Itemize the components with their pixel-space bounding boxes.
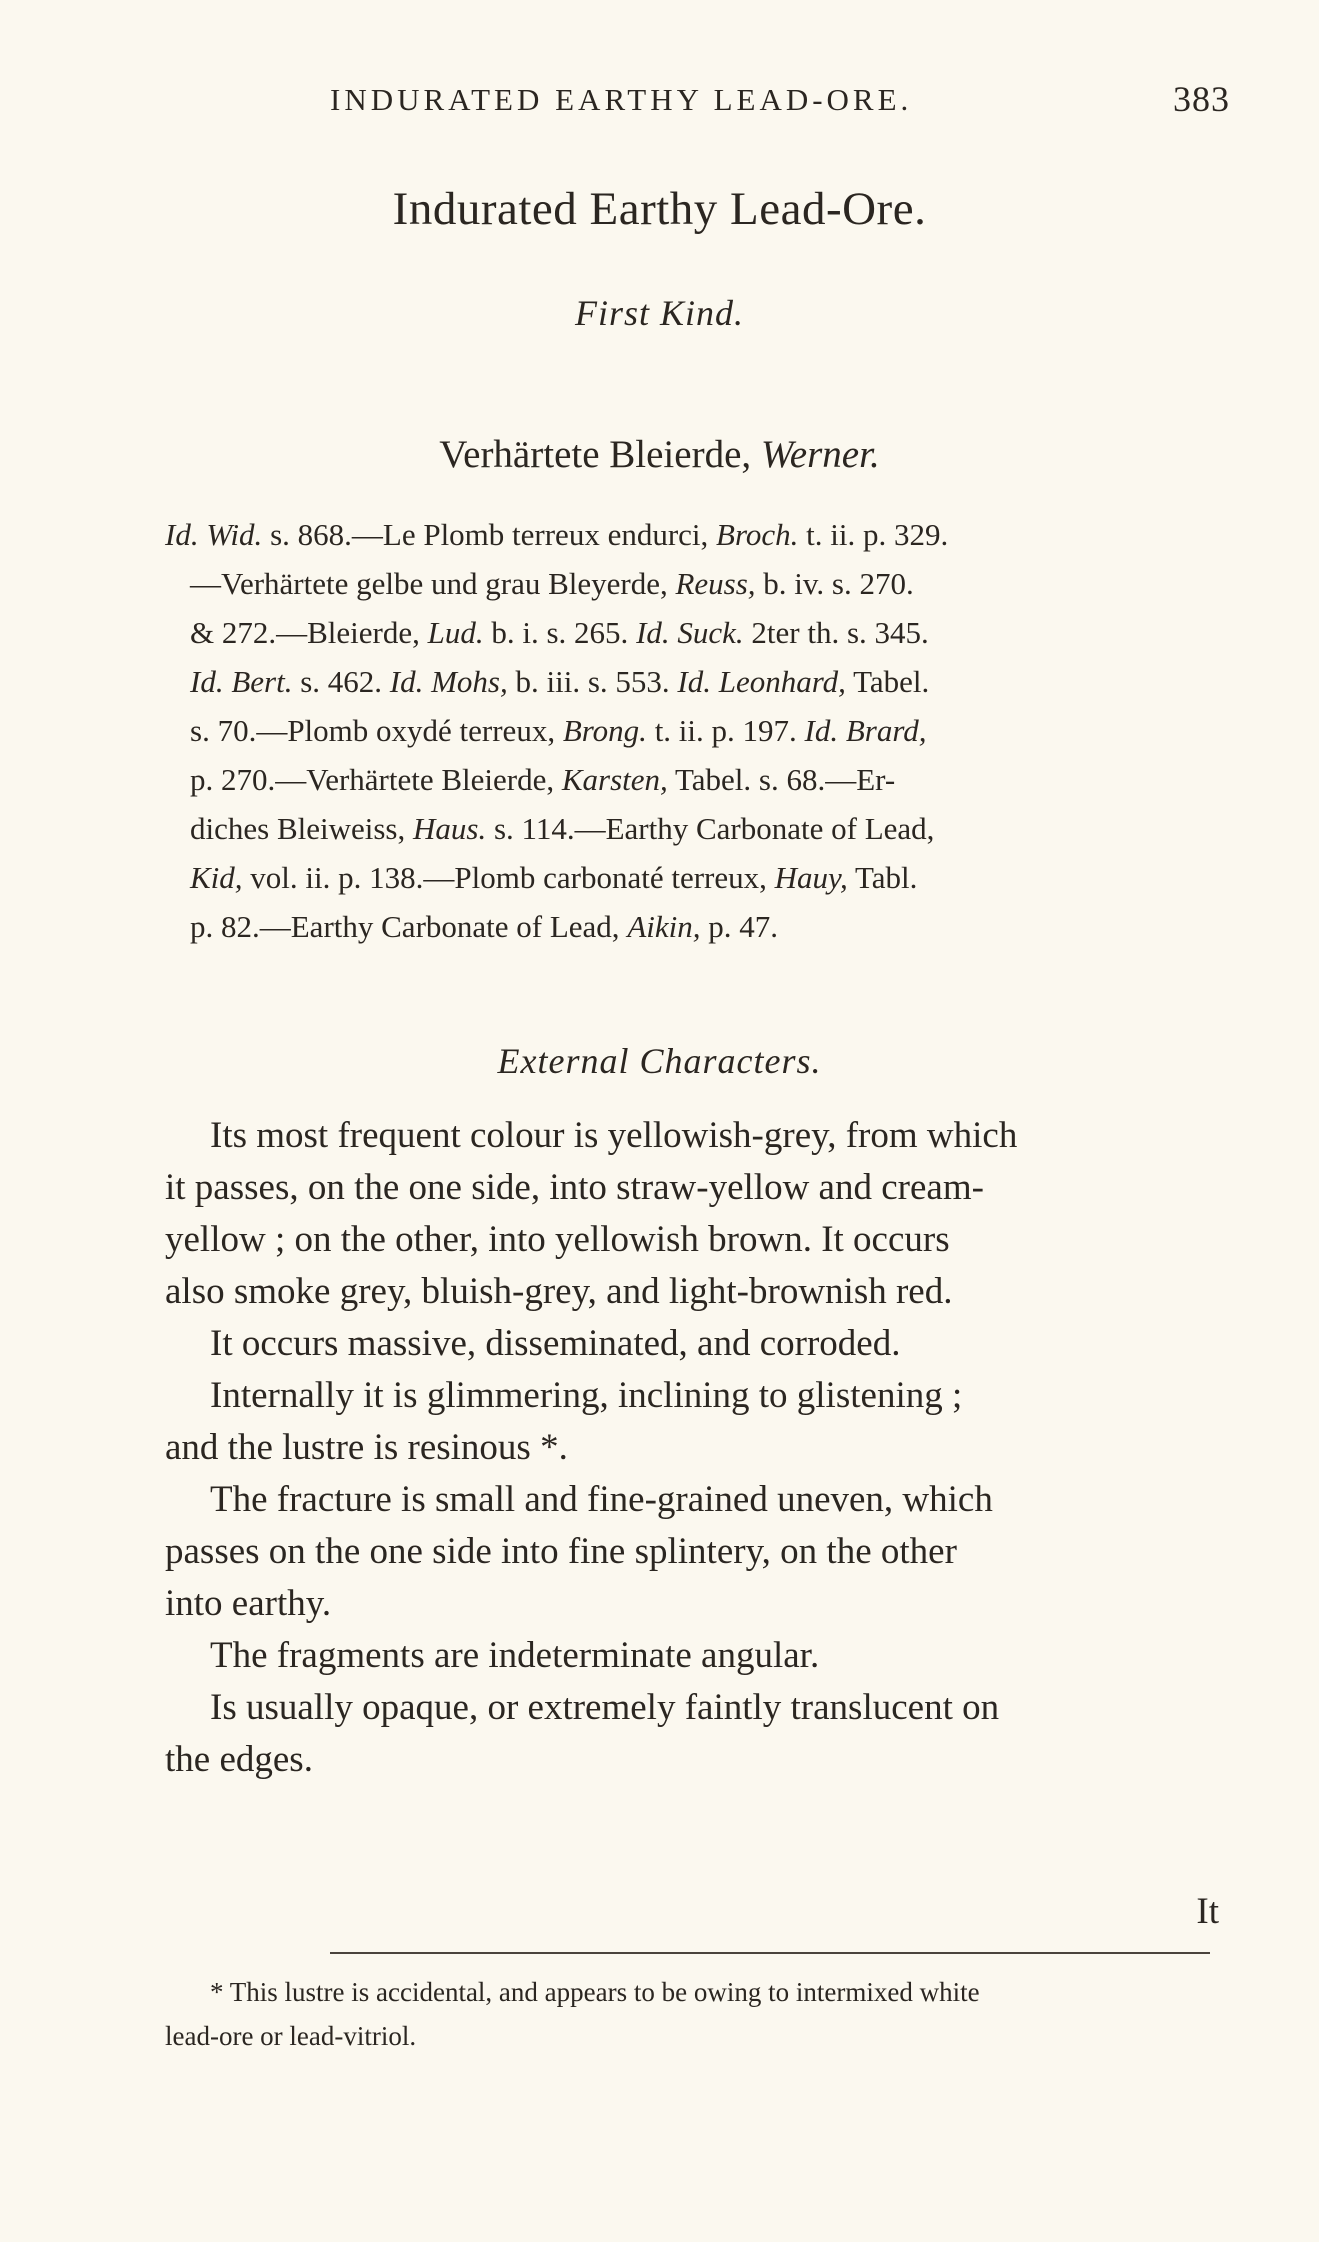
body-line: also smoke grey, bluish-grey, and light-brownish red. <box>165 1271 953 1312</box>
catchword: It <box>1196 1891 1219 1932</box>
synonymy-line: p. 270.—Verhärtete Bleierde, Karsten, Tabel. s. 68.—Er- <box>190 762 896 797</box>
synonymy-line: & 272.—Bleierde, Lud. b. i. s. 265. Id. Suck. 2ter th. s. 345. <box>190 615 929 650</box>
page-number: 383 <box>1173 79 1230 119</box>
body-line: Internally it is glimmering, inclining to glistening ; <box>210 1375 963 1416</box>
body-line: The fracture is small and fine-grained uneven, which <box>210 1479 993 1520</box>
synonymy-line: s. 70.—Plomb oxydé terreux, Brong. t. ii. p. 197. Id. Brard, <box>190 713 927 748</box>
body-line: It occurs massive, disseminated, and corroded. <box>210 1323 901 1364</box>
page-title: Indurated Earthy Lead-Ore. <box>392 183 927 235</box>
body-line: yellow ; on the other, into yellowish brown. It occurs <box>165 1219 950 1260</box>
body-line: The fragments are indeterminate angular. <box>210 1635 820 1676</box>
mineral-name <box>0 432 1319 477</box>
author-name: Werner. <box>760 433 880 476</box>
body-line: Its most frequent colour is yellowish-grey, from which <box>210 1115 1018 1156</box>
body-line: and the lustre is resinous *. <box>165 1427 568 1468</box>
synonymy-line: —Verhärtete gelbe und grau Bleyerde, Reuss, b. iv. s. 270. <box>190 566 914 601</box>
footnote-line: * This lustre is accidental, and appears to be owing to intermixed white <box>210 1977 980 2007</box>
running-head-title: INDURATED EARTHY LEAD-ORE. <box>330 82 913 117</box>
synonymy-line: Id. Bert. s. 462. Id. Mohs, b. iii. s. 553. Id. Leonhard, Tabel. <box>190 664 930 699</box>
body-text <box>165 1110 1225 1786</box>
footnote-line: lead-ore or lead-vitriol. <box>165 2021 417 2051</box>
footnote <box>165 1970 1225 2058</box>
body-line: into earthy. <box>165 1583 332 1624</box>
footnote-rule <box>330 1952 1210 1954</box>
body-line: it passes, on the one side, into straw-yellow and cream- <box>165 1167 984 1208</box>
german-name: Verhärtete Bleierde, <box>439 433 761 476</box>
body-line: Is usually opaque, or extremely faintly translucent on <box>210 1687 1000 1728</box>
synonymy-line: Id. Wid. s. 868.—Le Plomb terreux endurci, Broch. t. ii. p. 329. <box>165 517 949 552</box>
kind-subtitle: First Kind. <box>574 293 745 333</box>
body-line: passes on the one side into fine splintery, on the other <box>165 1531 957 1572</box>
synonymy-block <box>165 510 1225 951</box>
synonymy-line: p. 82.—Earthy Carbonate of Lead, Aikin, p. 47. <box>190 909 778 944</box>
synonymy-line: Kid, vol. ii. p. 138.—Plomb carbonaté terreux, Hauy, Tabl. <box>190 860 918 895</box>
section-heading: External Characters. <box>497 1041 822 1081</box>
synonymy-line: diches Bleiweiss, Haus. s. 114.—Earthy Carbonate of Lead, <box>190 811 935 846</box>
body-line: the edges. <box>165 1739 313 1780</box>
